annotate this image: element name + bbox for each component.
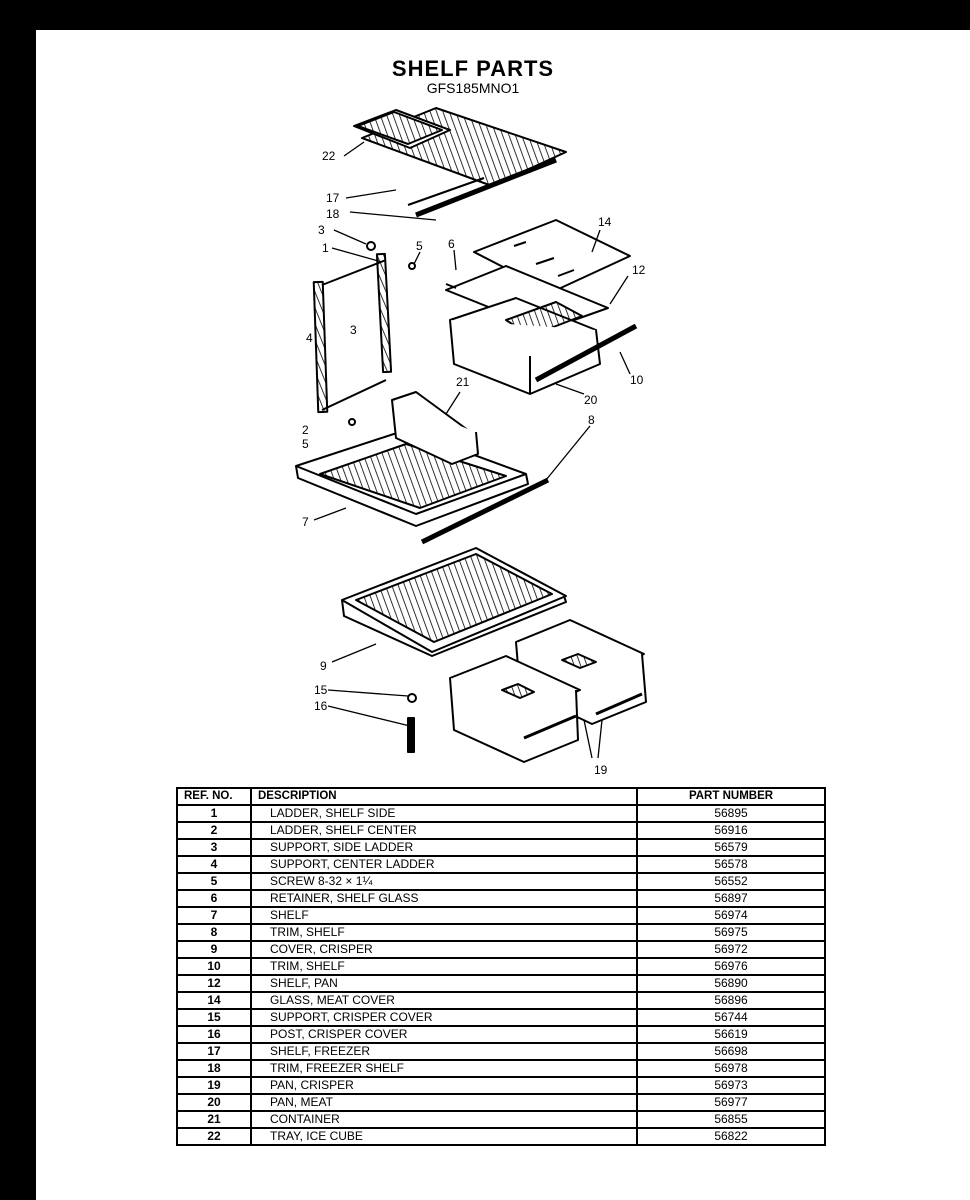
ref-cell: 9 <box>177 941 251 958</box>
description-cell: GLASS, MEAT COVER <box>251 992 637 1009</box>
callout-15: 15 <box>314 683 328 697</box>
table-row <box>177 958 825 975</box>
ref-cell: 16 <box>177 1026 251 1043</box>
part-number-cell: 56895 <box>637 805 825 822</box>
callout-7: 7 <box>302 515 309 529</box>
part-number-cell: 56855 <box>637 1111 825 1128</box>
model-number: GFS185MNO1 <box>426 80 520 96</box>
table-row <box>177 1094 825 1111</box>
callout-14: 14 <box>598 215 612 229</box>
part-number-cell: 56974 <box>637 907 825 924</box>
callout-3a: 3 <box>318 223 325 237</box>
description-cell: RETAINER, SHELF GLASS <box>251 890 637 907</box>
callout-9: 9 <box>320 659 327 673</box>
table-row <box>177 1060 825 1077</box>
description-cell: TRIM, FREEZER SHELF <box>251 1060 637 1077</box>
parts-table <box>176 787 826 1146</box>
description-cell: SUPPORT, CENTER LADDER <box>251 856 637 873</box>
ref-cell: 14 <box>177 992 251 1009</box>
callout-3b: 3 <box>350 323 357 337</box>
description-cell: TRAY, ICE CUBE <box>251 1128 637 1145</box>
table-row <box>177 873 825 890</box>
callout-17: 17 <box>326 191 340 205</box>
part-number-cell: 56896 <box>637 992 825 1009</box>
parts-table-header <box>177 788 825 805</box>
callout-2: 2 <box>302 423 309 437</box>
description-cell: SHELF, PAN <box>251 975 637 992</box>
ref-cell: 20 <box>177 1094 251 1111</box>
ref-cell: 1 <box>177 805 251 822</box>
table-row <box>177 856 825 873</box>
description-cell: LADDER, SHELF SIDE <box>251 805 637 822</box>
part-number-cell: 56972 <box>637 941 825 958</box>
part-number-cell: 56973 <box>637 1077 825 1094</box>
header-part-number: PART NUMBER <box>637 788 825 805</box>
callout-1: 1 <box>322 241 329 255</box>
freezer-shelf-illustration <box>354 108 566 215</box>
description-cell: SUPPORT, SIDE LADDER <box>251 839 637 856</box>
ref-cell: 10 <box>177 958 251 975</box>
ref-cell: 12 <box>177 975 251 992</box>
ref-cell: 21 <box>177 1111 251 1128</box>
table-row <box>177 1026 825 1043</box>
callout-5a: 5 <box>416 239 423 253</box>
description-cell: SHELF <box>251 907 637 924</box>
ref-cell: 5 <box>177 873 251 890</box>
table-row <box>177 1077 825 1094</box>
table-row <box>177 941 825 958</box>
description-cell: CONTAINER <box>251 1111 637 1128</box>
ref-cell: 2 <box>177 822 251 839</box>
callout-4: 4 <box>306 331 313 345</box>
callout-6: 6 <box>448 237 455 251</box>
ref-cell: 8 <box>177 924 251 941</box>
part-number-cell: 56978 <box>637 1060 825 1077</box>
ref-cell: 4 <box>177 856 251 873</box>
description-cell: LADDER, SHELF CENTER <box>251 822 637 839</box>
description-cell: SCREW 8-32 × 1¼ <box>251 873 637 890</box>
part-number-cell: 56578 <box>637 856 825 873</box>
ref-cell: 6 <box>177 890 251 907</box>
callout-8: 8 <box>588 413 595 427</box>
table-row <box>177 907 825 924</box>
ref-cell: 19 <box>177 1077 251 1094</box>
table-row <box>177 822 825 839</box>
table-row <box>177 839 825 856</box>
ref-cell: 17 <box>177 1043 251 1060</box>
description-cell: SUPPORT, CRISPER COVER <box>251 1009 637 1026</box>
callout-5b: 5 <box>302 437 309 451</box>
description-cell: PAN, MEAT <box>251 1094 637 1111</box>
table-row <box>177 1043 825 1060</box>
callout-20: 20 <box>584 393 598 407</box>
part-number-cell: 56975 <box>637 924 825 941</box>
description-cell: PAN, CRISPER <box>251 1077 637 1094</box>
callout-22: 22 <box>322 149 336 163</box>
description-cell: TRIM, SHELF <box>251 958 637 975</box>
table-row <box>177 1128 825 1145</box>
part-number-cell: 56744 <box>637 1009 825 1026</box>
header-description: DESCRIPTION <box>251 788 637 805</box>
table-row <box>177 975 825 992</box>
part-number-cell: 56822 <box>637 1128 825 1145</box>
description-cell: TRIM, SHELF <box>251 924 637 941</box>
header-ref-no: REF. NO. <box>177 788 251 805</box>
ref-cell: 3 <box>177 839 251 856</box>
part-number-cell: 56976 <box>637 958 825 975</box>
part-number-cell: 56890 <box>637 975 825 992</box>
ref-cell: 7 <box>177 907 251 924</box>
page-title: SHELF PARTS <box>391 56 555 81</box>
meat-pan-illustration <box>446 220 636 394</box>
part-number-cell: 56916 <box>637 822 825 839</box>
table-row <box>177 890 825 907</box>
part-number-cell: 56579 <box>637 839 825 856</box>
ref-cell: 18 <box>177 1060 251 1077</box>
part-number-cell: 56698 <box>637 1043 825 1060</box>
exploded-diagram <box>36 30 970 790</box>
table-row <box>177 805 825 822</box>
part-number-cell: 56897 <box>637 890 825 907</box>
table-row <box>177 924 825 941</box>
table-row <box>177 1009 825 1026</box>
ref-cell: 22 <box>177 1128 251 1145</box>
ref-cell: 15 <box>177 1009 251 1026</box>
callout-10: 10 <box>630 373 644 387</box>
description-cell: COVER, CRISPER <box>251 941 637 958</box>
part-number-cell: 56977 <box>637 1094 825 1111</box>
callout-16: 16 <box>314 699 328 713</box>
part-number-cell: 56552 <box>637 873 825 890</box>
parts-sheet <box>36 30 970 1200</box>
callout-12: 12 <box>632 263 646 277</box>
table-row <box>177 992 825 1009</box>
part-number-cell: 56619 <box>637 1026 825 1043</box>
description-cell: POST, CRISPER COVER <box>251 1026 637 1043</box>
callout-19: 19 <box>594 763 608 777</box>
callout-21: 21 <box>456 375 470 389</box>
main-shelf-illustration <box>296 392 548 542</box>
callout-18: 18 <box>326 207 340 221</box>
table-row <box>177 1111 825 1128</box>
description-cell: SHELF, FREEZER <box>251 1043 637 1060</box>
